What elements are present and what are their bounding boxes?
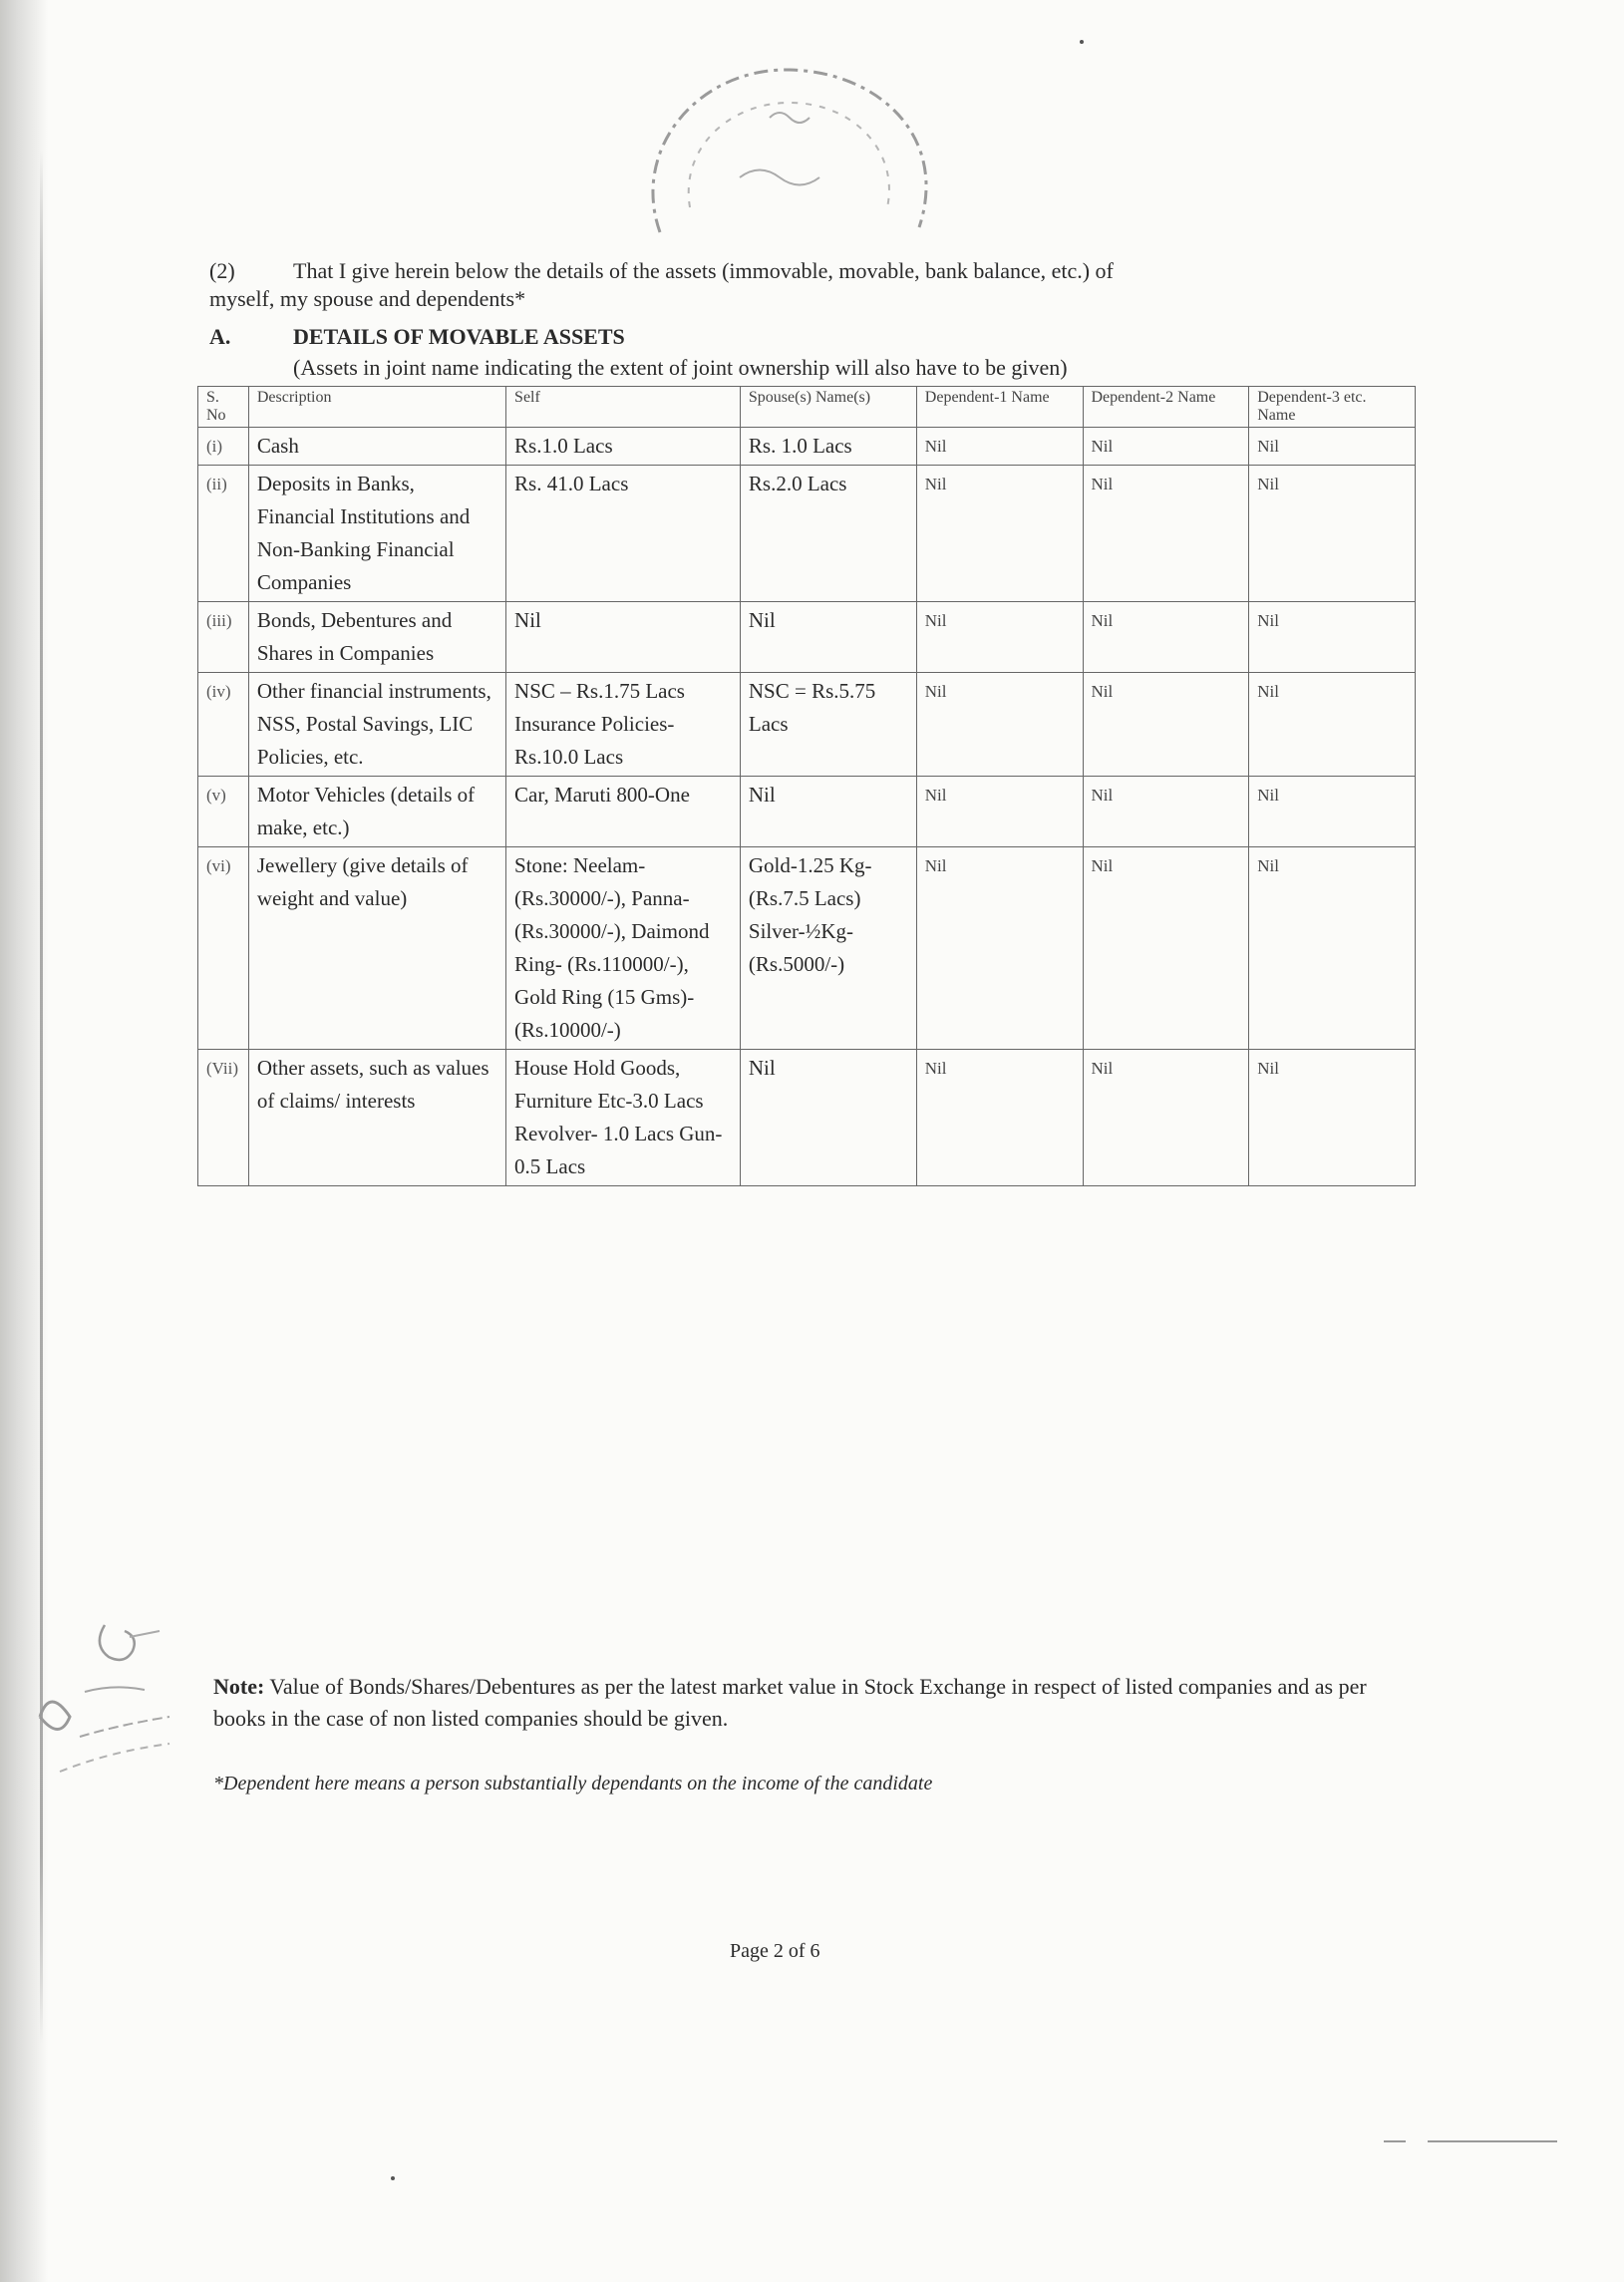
cell-spouse: Nil bbox=[740, 1050, 916, 1186]
movable-assets-table bbox=[197, 386, 1416, 1186]
note-label: Note: bbox=[213, 1674, 265, 1699]
cell-dependent-2: Nil bbox=[1083, 847, 1249, 1050]
cell-spouse: Nil bbox=[740, 602, 916, 673]
cell-dependent-3: Nil bbox=[1249, 466, 1416, 602]
cell-description: Other financial instruments, NSS, Postal Savings, LIC Policies, etc. bbox=[248, 673, 505, 777]
cell-self: Nil bbox=[506, 602, 741, 673]
scan-dot-mark bbox=[1080, 40, 1084, 44]
header-spouse: Spouse(s) Name(s) bbox=[740, 387, 916, 428]
cell-dependent-2: Nil bbox=[1083, 777, 1249, 847]
cell-dependent-2: Nil bbox=[1083, 602, 1249, 673]
cell-dependent-1: Nil bbox=[916, 673, 1083, 777]
cell-self: Car, Maruti 800-One bbox=[506, 777, 741, 847]
cell-dependent-1: Nil bbox=[916, 466, 1083, 602]
statement-paragraph bbox=[209, 257, 1406, 313]
cell-self: Rs. 41.0 Lacs bbox=[506, 466, 741, 602]
header-dependent-3: Dependent-3 etc. Name bbox=[1249, 387, 1416, 428]
notary-stamp bbox=[30, 1607, 229, 1787]
header-self: Self bbox=[506, 387, 741, 428]
table-header-row bbox=[198, 387, 1416, 428]
table-row bbox=[198, 466, 1416, 602]
table-row bbox=[198, 428, 1416, 466]
cell-description: Cash bbox=[248, 428, 505, 466]
statement-line-2: myself, my spouse and dependents* bbox=[209, 286, 526, 311]
cell-dependent-1: Nil bbox=[916, 428, 1083, 466]
cell-sno: (Vii) bbox=[198, 1050, 249, 1186]
statement-line-1: That I give herein below the details of the assets (immovable, movable, bank balance, etc.) of bbox=[293, 258, 1114, 283]
note-text: Value of Bonds/Shares/Debentures as per the latest market value in Stock Exchange in respect of listed companies and as per books in the case of non listed companies should be given. bbox=[213, 1674, 1367, 1731]
market-value-note bbox=[213, 1671, 1410, 1735]
scan-dash-mark bbox=[1428, 2140, 1557, 2142]
cell-sno: (iii) bbox=[198, 602, 249, 673]
cell-self: NSC – Rs.1.75 Lacs Insurance Policies- Rs.10.0 Lacs bbox=[506, 673, 741, 777]
cell-dependent-1: Nil bbox=[916, 777, 1083, 847]
cell-dependent-1: Nil bbox=[916, 847, 1083, 1050]
statement-number: (2) bbox=[209, 258, 235, 283]
section-label: A. bbox=[209, 324, 231, 349]
header-description: Description bbox=[248, 387, 505, 428]
cell-dependent-1: Nil bbox=[916, 602, 1083, 673]
page-number: Page 2 of 6 bbox=[730, 1940, 820, 1962]
cell-description: Bonds, Debentures and Shares in Companies bbox=[248, 602, 505, 673]
table-row bbox=[198, 1050, 1416, 1186]
cell-sno: (iv) bbox=[198, 673, 249, 777]
dependent-definition-note: *Dependent here means a person substantially dependants on the income of the candidate bbox=[213, 1773, 933, 1794]
cell-self: Rs.1.0 Lacs bbox=[506, 428, 741, 466]
cell-spouse: NSC = Rs.5.75 Lacs bbox=[740, 673, 916, 777]
cell-spouse: Rs. 1.0 Lacs bbox=[740, 428, 916, 466]
cell-dependent-2: Nil bbox=[1083, 428, 1249, 466]
cell-dependent-2: Nil bbox=[1083, 466, 1249, 602]
cell-description: Jewellery (give details of weight and value) bbox=[248, 847, 505, 1050]
cell-sno: (vi) bbox=[198, 847, 249, 1050]
cell-dependent-3: Nil bbox=[1249, 847, 1416, 1050]
cell-description: Other assets, such as values of claims/ interests bbox=[248, 1050, 505, 1186]
cell-spouse: Rs.2.0 Lacs bbox=[740, 466, 916, 602]
section-subtitle: (Assets in joint name indicating the extent of joint ownership will also have to be given) bbox=[293, 355, 1068, 380]
cell-sno: (ii) bbox=[198, 466, 249, 602]
header-sno: S. No bbox=[198, 387, 249, 428]
table-row bbox=[198, 847, 1416, 1050]
cell-sno: (i) bbox=[198, 428, 249, 466]
cell-description: Deposits in Banks, Financial Institutions and Non-Banking Financial Companies bbox=[248, 466, 505, 602]
cell-spouse: Gold-1.25 Kg-(Rs.7.5 Lacs) Silver-½Kg- (Rs.5000/-) bbox=[740, 847, 916, 1050]
scan-shadow-edge bbox=[0, 0, 48, 2282]
table-row bbox=[198, 673, 1416, 777]
cell-sno: (v) bbox=[198, 777, 249, 847]
cell-dependent-3: Nil bbox=[1249, 1050, 1416, 1186]
header-dependent-1: Dependent-1 Name bbox=[916, 387, 1083, 428]
cell-dependent-3: Nil bbox=[1249, 602, 1416, 673]
section-heading bbox=[209, 324, 625, 350]
table-row bbox=[198, 777, 1416, 847]
cell-dependent-1: Nil bbox=[916, 1050, 1083, 1186]
faded-seal-stamp bbox=[620, 58, 959, 257]
header-dependent-2: Dependent-2 Name bbox=[1083, 387, 1249, 428]
section-title: DETAILS OF MOVABLE ASSETS bbox=[293, 324, 625, 349]
cell-spouse: Nil bbox=[740, 777, 916, 847]
cell-dependent-3: Nil bbox=[1249, 428, 1416, 466]
cell-self: Stone: Neelam- (Rs.30000/-), Panna- (Rs.30000/-), Daimond Ring- (Rs.110000/-), Gold Ring (15 Gms)- (Rs.10000/-) bbox=[506, 847, 741, 1050]
cell-dependent-2: Nil bbox=[1083, 673, 1249, 777]
scan-dash-mark bbox=[1384, 2140, 1406, 2142]
cell-dependent-3: Nil bbox=[1249, 777, 1416, 847]
scan-dot-mark bbox=[391, 2176, 395, 2180]
table-row bbox=[198, 602, 1416, 673]
cell-dependent-3: Nil bbox=[1249, 673, 1416, 777]
cell-dependent-2: Nil bbox=[1083, 1050, 1249, 1186]
cell-self: House Hold Goods, Furniture Etc-3.0 Lacs Revolver- 1.0 Lacs Gun-0.5 Lacs bbox=[506, 1050, 741, 1186]
cell-description: Motor Vehicles (details of make, etc.) bbox=[248, 777, 505, 847]
